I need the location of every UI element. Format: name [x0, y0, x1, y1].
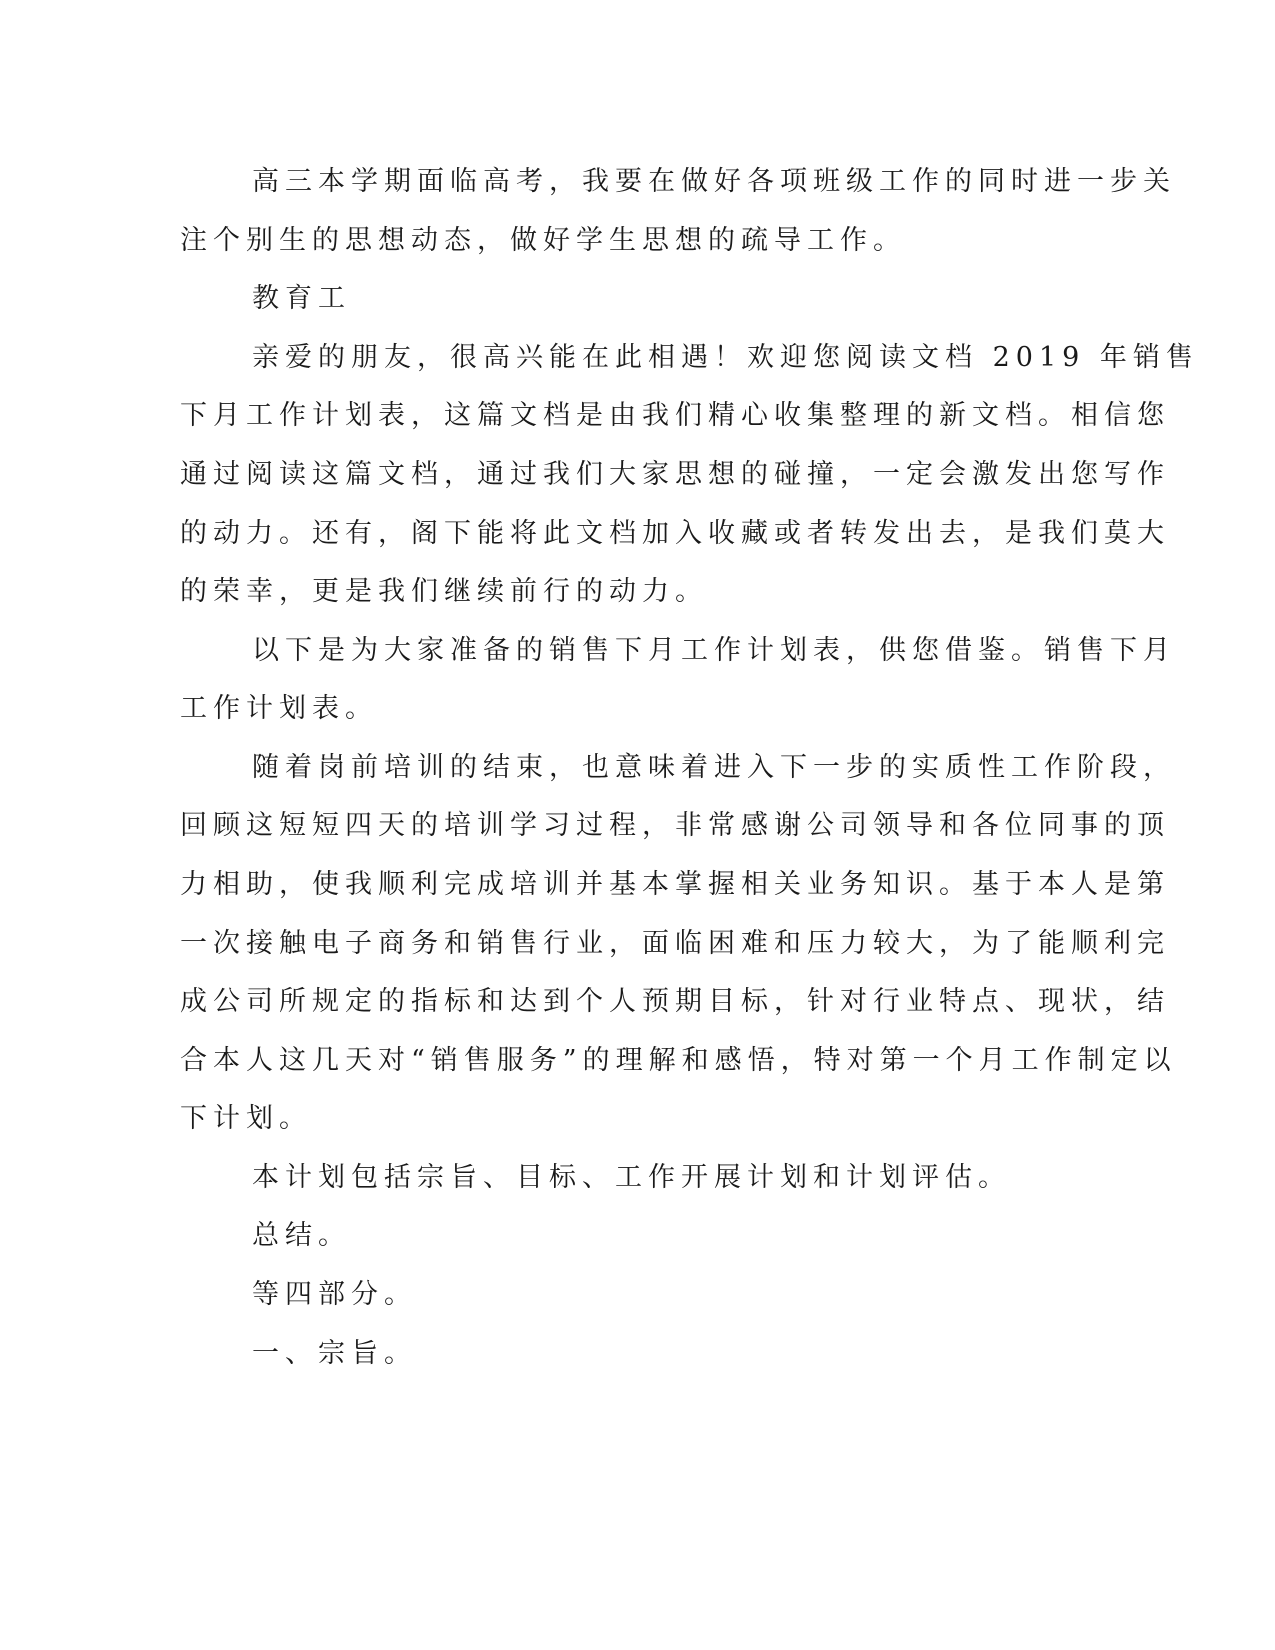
text-line: 回顾这短短四天的培训学习过程，非常感谢公司领导和各位同事的顶	[180, 810, 1170, 841]
text-line: 一、宗旨。	[252, 1338, 417, 1369]
text-line: 等四部分。	[252, 1279, 417, 1310]
text-line: 成公司所规定的指标和达到个人预期目标，针对行业特点、现状，结	[180, 986, 1170, 1017]
text-line: 教育工	[252, 283, 351, 314]
text-line: 合本人这几天对“销售服务”的理解和感悟，特对第一个月工作制定以	[180, 1045, 1177, 1076]
text-line: 一次接触电子商务和销售行业，面临困难和压力较大，为了能顺利完	[180, 928, 1170, 959]
text-line: 下计划。	[180, 1103, 312, 1134]
text-line: 总结。	[252, 1220, 351, 1251]
text-line: 随着岗前培训的结束，也意味着进入下一步的实质性工作阶段，	[252, 752, 1176, 783]
text-line: 高三本学期面临高考，我要在做好各项班级工作的同时进一步关	[252, 166, 1176, 197]
text-line: 下月工作计划表，这篇文档是由我们精心收集整理的新文档。相信您	[180, 400, 1170, 431]
text-line: 的动力。还有，阁下能将此文档加入收藏或者转发出去，是我们莫大	[180, 518, 1170, 549]
text-line: 本计划包括宗旨、目标、工作开展计划和计划评估。	[252, 1162, 1011, 1193]
text-line: 以下是为大家准备的销售下月工作计划表，供您借鉴。销售下月	[252, 635, 1176, 666]
text-line: 的荣幸，更是我们继续前行的动力。	[180, 576, 708, 607]
text-line: 通过阅读这篇文档，通过我们大家思想的碰撞，一定会激发出您写作	[180, 459, 1170, 490]
text-line: 亲爱的朋友，很高兴能在此相遇！欢迎您阅读文档 2019 年销售	[252, 342, 1199, 373]
text-line: 力相助，使我顺利完成培训并基本掌握相关业务知识。基于本人是第	[180, 869, 1170, 900]
text-line: 工作计划表。	[180, 693, 378, 724]
text-line: 注个别生的思想动态，做好学生思想的疏导工作。	[180, 225, 906, 256]
